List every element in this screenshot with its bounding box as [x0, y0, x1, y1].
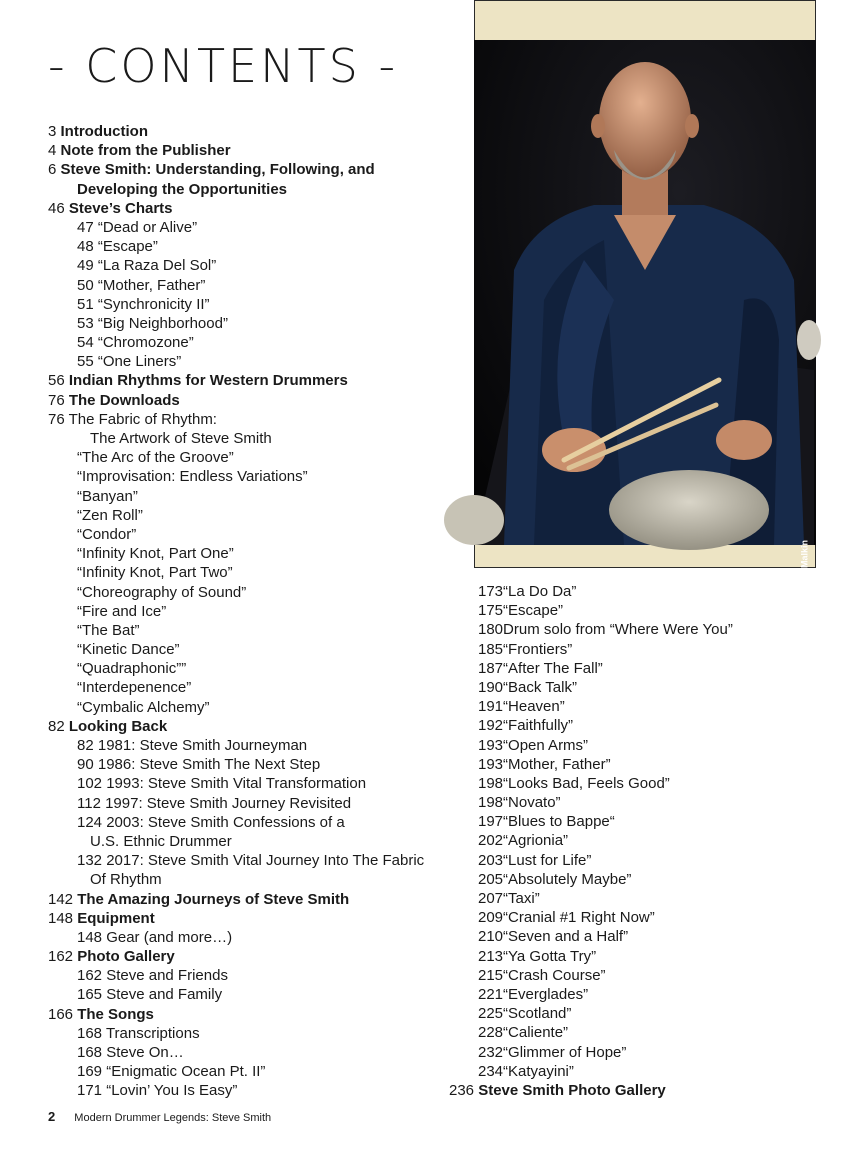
toc-entry-title: “Improvisation: Endless Variations”	[77, 468, 308, 486]
toc-entry-title: “Novato”	[503, 794, 561, 812]
toc-page-number: 162	[77, 967, 107, 985]
toc-page-number: 76	[48, 391, 69, 409]
toc-page-number: 166	[48, 1005, 78, 1023]
toc-page-number: 171	[77, 1082, 107, 1100]
toc-entry	[48, 851, 458, 870]
toc-page-number: 203	[478, 851, 504, 869]
toc-entry	[48, 276, 458, 295]
toc-entry	[449, 1081, 849, 1100]
toc-entry-title: 1986: Steve Smith The Next Step	[97, 756, 321, 774]
toc-entry-title: “Looks Bad, Feels Good”	[503, 774, 670, 792]
toc-page-number: 165	[77, 986, 107, 1004]
toc-entry	[48, 870, 458, 889]
toc-entry-title: “Faithfully”	[503, 717, 574, 735]
toc-page-number: 168	[77, 1024, 106, 1042]
toc-page-number: 221	[478, 985, 504, 1003]
toc-entry	[48, 736, 458, 755]
toc-entry	[48, 544, 458, 563]
toc-page-number: 124	[77, 813, 107, 831]
toc-page-number: 142	[48, 890, 78, 908]
toc-page-number: 234	[478, 1062, 504, 1080]
toc-page-number: 76	[48, 410, 69, 428]
toc-entry	[48, 295, 458, 314]
toc-entry-title: “One Liners”	[97, 353, 182, 371]
photo-credit: Rick Malkin	[800, 540, 810, 590]
toc-page-number: 169	[77, 1063, 107, 1081]
toc-entry	[449, 831, 849, 850]
toc-entry-title: “Zen Roll”	[77, 506, 143, 524]
toc-entry-title: “Katyayini”	[503, 1062, 574, 1080]
toc-entry	[449, 889, 849, 908]
toc-page-number: 112	[77, 794, 106, 812]
toc-entry	[48, 755, 458, 774]
toc-page-number: 213	[478, 947, 504, 965]
toc-entry-title: “Lovin’ You Is Easy”	[106, 1082, 238, 1100]
toc-page-number: 51	[77, 295, 98, 313]
toc-entry	[48, 909, 458, 928]
toc-entry-title: 1993: Steve Smith Vital Transformation	[106, 775, 367, 793]
contents-list-right	[449, 582, 849, 1100]
toc-entry	[449, 620, 849, 639]
toc-entry	[449, 966, 849, 985]
toc-entry-title: “Mother, Father”	[503, 755, 611, 773]
toc-entry	[449, 908, 849, 927]
toc-entry	[449, 601, 849, 620]
toc-entry-title: “Escape”	[503, 602, 564, 620]
toc-entry	[449, 1062, 849, 1081]
toc-entry	[48, 1005, 458, 1024]
toc-entry-title: “Interdepenence”	[77, 679, 192, 697]
toc-entry-title: Drum solo from “Where Were You”	[503, 621, 733, 639]
toc-page-number: 56	[48, 372, 69, 390]
toc-entry-title: “Infinity Knot, Part Two”	[77, 564, 233, 582]
toc-entry-title: “La Raza Del Sol”	[97, 257, 217, 275]
toc-entry-title: “Back Talk”	[503, 678, 577, 696]
toc-page-number: 6	[48, 161, 61, 179]
toc-entry	[48, 717, 458, 736]
toc-entry	[449, 793, 849, 812]
toc-page-number: 228	[478, 1024, 504, 1042]
toc-entry-title: “Lust for Life”	[503, 851, 592, 869]
toc-page-number: 55	[77, 353, 98, 371]
toc-entry	[449, 927, 849, 946]
toc-entry	[48, 1024, 458, 1043]
portrait-photo	[474, 40, 816, 590]
toc-entry	[48, 391, 458, 410]
toc-entry-title: “The Bat”	[77, 621, 140, 639]
toc-page-number: 54	[77, 334, 98, 352]
toc-page-number: 185	[478, 640, 504, 658]
toc-entry	[449, 755, 849, 774]
toc-page-number: 50	[77, 276, 98, 294]
toc-entry	[48, 583, 458, 602]
toc-entry-title: “Condor”	[77, 525, 137, 543]
toc-entry	[48, 890, 458, 909]
toc-page-number: 3	[48, 123, 61, 140]
toc-page-number: 175	[478, 602, 504, 620]
toc-entry	[48, 794, 458, 813]
toc-entry	[449, 736, 849, 755]
toc-entry-title: “Agrionia”	[503, 832, 569, 850]
toc-entry	[48, 122, 458, 141]
toc-entry-title: “Fire and Ice”	[77, 602, 167, 620]
toc-page-number: 236	[449, 1081, 479, 1099]
toc-entry	[48, 947, 458, 966]
toc-page-number: 82	[48, 717, 69, 735]
toc-page-number: 207	[478, 890, 504, 907]
toc-page-number: 49	[77, 257, 98, 275]
toc-page-number: 205	[478, 870, 504, 888]
toc-entry-title: “Glimmer of Hope”	[503, 1043, 627, 1061]
toc-page-number: 90	[77, 756, 98, 774]
toc-entry-title: Of Rhythm	[90, 871, 162, 889]
toc-entry-title: Steve Smith: Understanding, Following, and	[60, 161, 375, 179]
toc-entry-title: “Seven and a Half”	[503, 928, 629, 946]
toc-page-number: 48	[77, 238, 98, 256]
toc-entry	[449, 870, 849, 889]
toc-entry	[449, 582, 849, 601]
toc-entry	[48, 1081, 458, 1100]
toc-entry-title: “Everglades”	[503, 985, 589, 1003]
toc-entry-title: “Absolutely Maybe”	[503, 870, 632, 888]
toc-page-number: 180	[478, 621, 504, 639]
toc-entry-title: The Amazing Journeys of Steve Smith	[77, 890, 350, 908]
toc-page-number: 53	[77, 314, 98, 332]
toc-page-number: 192	[478, 717, 504, 735]
toc-entry-title: “Scotland”	[503, 1005, 572, 1023]
page-number: 2	[48, 1109, 56, 1124]
toc-entry-title: Transcriptions	[105, 1024, 200, 1042]
footer-text: Modern Drummer Legends: Steve Smith	[74, 1112, 272, 1124]
toc-entry	[48, 141, 458, 160]
toc-entry-title: Looking Back	[68, 717, 168, 735]
toc-entry-title: The Downloads	[68, 391, 180, 409]
toc-page-number: 197	[478, 813, 504, 831]
toc-entry	[48, 199, 458, 218]
toc-entry	[48, 448, 458, 467]
toc-entry-title: Steve and Friends	[106, 967, 228, 985]
toc-entry	[48, 429, 458, 448]
toc-entry-title: “Crash Course”	[503, 966, 606, 984]
toc-entry	[48, 506, 458, 525]
toc-entry	[48, 371, 458, 390]
toc-entry-title: “Caliente”	[503, 1024, 569, 1042]
toc-entry-title: Equipment	[77, 909, 155, 927]
toc-entry-title: Introduction	[60, 123, 148, 140]
toc-entry	[48, 774, 458, 793]
toc-page-number: 102	[77, 775, 107, 793]
toc-entry	[48, 256, 458, 275]
toc-entry-title: “Infinity Knot, Part One”	[77, 545, 234, 563]
toc-entry-title: “Open Arms”	[503, 736, 589, 754]
toc-entry-title: “Escape”	[97, 238, 158, 256]
toc-entry-title: “Mother, Father”	[97, 276, 206, 294]
toc-entry-title: “Blues to Bappe“	[503, 813, 615, 831]
toc-entry-title: “Choreography of Sound”	[77, 583, 247, 601]
toc-entry	[48, 487, 458, 506]
toc-entry	[449, 774, 849, 793]
toc-entry-title: “Dead or Alive”	[97, 218, 198, 236]
toc-entry-title: U.S. Ethnic Drummer	[90, 832, 232, 850]
toc-entry-title: Steve Smith Photo Gallery	[478, 1081, 666, 1099]
toc-page-number: 4	[48, 142, 61, 160]
toc-page-number: 47	[77, 218, 98, 236]
toc-page-number: 82	[77, 737, 98, 754]
toc-page-number: 232	[478, 1043, 504, 1061]
toc-entry	[449, 640, 849, 659]
toc-entry-title: “Big Neighborhood”	[97, 314, 228, 332]
toc-entry-title: “The Arc of the Groove”	[77, 449, 234, 467]
toc-entry	[48, 621, 458, 640]
toc-entry-title: The Songs	[77, 1005, 154, 1023]
toc-entry-title: 1997: Steve Smith Journey Revisited	[105, 794, 352, 812]
toc-entry-title: Gear (and more…)	[106, 928, 233, 946]
toc-page-number: 202	[478, 832, 504, 850]
toc-page-number: 168	[77, 1044, 107, 1061]
toc-entry-title: 2017: Steve Smith Vital Journey Into The Fabric	[106, 852, 425, 870]
toc-entry	[48, 314, 458, 333]
toc-entry	[449, 1023, 849, 1042]
toc-page-number: 198	[478, 774, 504, 792]
toc-entry-title: “Cymbalic Alchemy”	[77, 698, 210, 716]
toc-page-number: 210	[478, 928, 504, 946]
toc-entry-title: Steve’s Charts	[68, 199, 173, 217]
toc-entry	[449, 947, 849, 966]
toc-entry-title: The Artwork of Steve Smith	[90, 430, 272, 447]
toc-entry	[48, 659, 458, 678]
toc-entry-title: “Chromozone”	[97, 334, 194, 352]
toc-entry-title: Developing the Opportunities	[77, 180, 288, 198]
toc-page-number: 209	[478, 909, 504, 927]
contents-list-left	[48, 122, 458, 1101]
page-title: - CONTENTS -	[48, 39, 399, 93]
toc-entry-title: “Heaven”	[503, 698, 565, 716]
toc-entry	[48, 333, 458, 352]
toc-entry	[48, 698, 458, 717]
toc-entry-title: “Synchronicity II”	[97, 295, 210, 313]
toc-entry	[48, 525, 458, 544]
toc-page-number: 148	[48, 909, 78, 927]
toc-entry	[449, 716, 849, 735]
toc-entry	[48, 928, 458, 947]
toc-page-number: 215	[478, 966, 504, 984]
toc-entry	[48, 678, 458, 697]
toc-entry	[48, 218, 458, 237]
toc-entry	[449, 659, 849, 678]
toc-entry-title: Photo Gallery	[77, 948, 175, 966]
toc-entry	[48, 1062, 458, 1081]
toc-page-number: 46	[48, 199, 69, 217]
toc-page-number: 173	[478, 583, 504, 600]
toc-entry	[48, 602, 458, 621]
toc-entry	[48, 832, 458, 851]
toc-entry	[48, 640, 458, 659]
toc-entry-title: “Quadraphonic””	[77, 660, 187, 678]
toc-entry-title: Indian Rhythms for Western Drummers	[68, 372, 348, 390]
toc-entry	[48, 813, 458, 832]
toc-entry-title: Steve and Family	[106, 986, 223, 1004]
toc-entry-title: “La Do Da”	[503, 583, 577, 600]
toc-entry-title: “Banyan”	[77, 487, 138, 505]
toc-entry	[449, 697, 849, 716]
toc-entry	[48, 1043, 458, 1062]
toc-entry-title: “After The Fall”	[503, 659, 603, 677]
toc-page-number: 190	[478, 678, 504, 696]
drummer-portrait-illustration	[474, 40, 816, 545]
toc-entry	[48, 467, 458, 486]
toc-entry-title: Steve On…	[106, 1044, 184, 1061]
toc-page-number: 198	[478, 794, 504, 812]
toc-page-number: 148	[77, 928, 107, 946]
toc-entry-title: “Frontiers”	[503, 640, 573, 658]
toc-page-number: 191	[478, 698, 504, 716]
toc-entry-title: “Ya Gotta Try”	[503, 947, 597, 965]
toc-entry	[48, 160, 458, 179]
toc-entry-title: “Enigmatic Ocean Pt. II”	[106, 1063, 266, 1081]
toc-entry-title: Note from the Publisher	[60, 142, 231, 160]
toc-entry	[449, 1004, 849, 1023]
toc-entry-title: “Kinetic Dance”	[77, 641, 180, 659]
toc-entry-title: “Taxi”	[503, 890, 540, 907]
toc-page-number: 193	[478, 755, 504, 773]
toc-entry	[48, 237, 458, 256]
toc-entry	[449, 812, 849, 831]
toc-entry-title: 1981: Steve Smith Journeyman	[97, 737, 308, 754]
toc-page-number: 225	[478, 1005, 504, 1023]
toc-entry	[449, 985, 849, 1004]
toc-entry	[449, 1043, 849, 1062]
toc-page-number: 187	[478, 659, 504, 677]
toc-entry-title: The Fabric of Rhythm:	[68, 410, 217, 428]
toc-entry-title: “Cranial #1 Right Now”	[503, 909, 655, 927]
toc-entry	[48, 966, 458, 985]
toc-entry	[449, 851, 849, 870]
toc-entry-title: 2003: Steve Smith Confessions of a	[106, 813, 345, 831]
toc-entry	[48, 180, 458, 199]
toc-page-number: 132	[77, 852, 107, 870]
toc-page-number: 193	[478, 736, 504, 754]
toc-entry	[449, 678, 849, 697]
page-footer	[48, 1109, 271, 1124]
toc-entry	[48, 352, 458, 371]
toc-entry	[48, 563, 458, 582]
toc-entry	[48, 985, 458, 1004]
toc-page-number: 162	[48, 948, 78, 966]
toc-entry	[48, 410, 458, 429]
